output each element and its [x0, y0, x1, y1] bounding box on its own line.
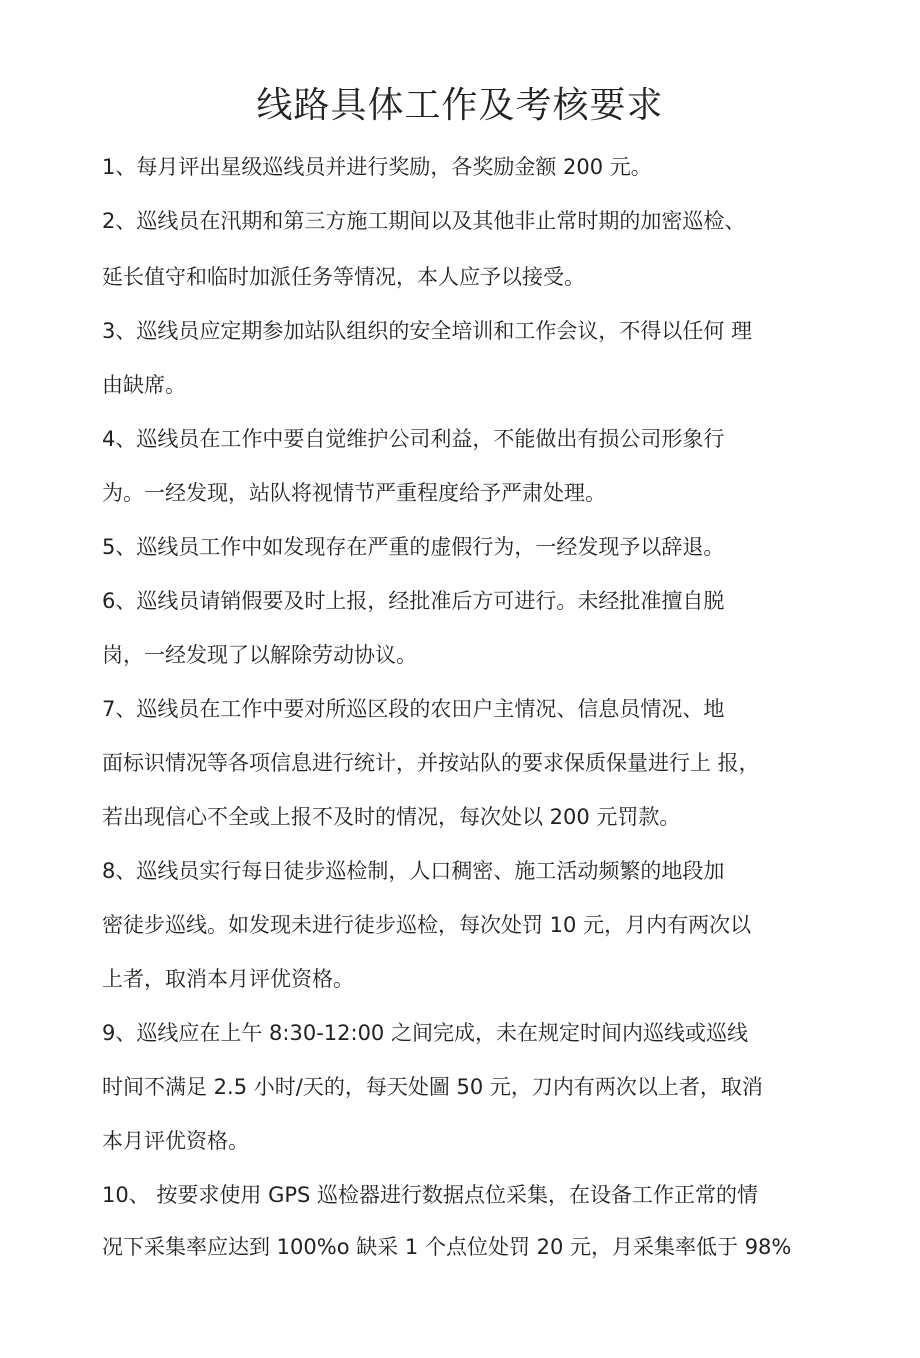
text-line: 10、 按要求使用 GPS 巡检器进行数据点位采集，在设备工作正常的情 — [102, 1183, 759, 1207]
text-line: 为。一经发现，站队将视情节严重程度给予严肃处理。 — [102, 481, 606, 505]
text-line: 8、巡线员实行每日徒步巡检制，人口稠密、施工活动频繁的地段加 — [102, 859, 725, 883]
text-line: 1、每月评出星级巡线员并进行奖励，各奖励金额 200 元。 — [102, 155, 652, 179]
text-line: 延长值守和临时加派任务等情况，本人应予以接受。 — [102, 265, 585, 289]
text-line: 5、巡线员工作中如发现存在严重的虚假行为，一经发现予以辞退。 — [102, 535, 725, 559]
text-line: 7、巡线员在工作中要对所巡区段的农田户主情况、信息员情况、地 — [102, 697, 725, 721]
text-line: 若出现信心不全或上报不及时的情况，每次处以 200 元罚款。 — [102, 805, 681, 829]
text-line: 由缺席。 — [102, 373, 186, 397]
text-line: 时间不满足 2.5 小时/天的，每天处圖 50 元，刀内有两次以上者，取消 — [102, 1075, 763, 1099]
text-line: 面标识情况等各项信息进行统计，并按站队的要求保质保量进行上 报， — [102, 751, 760, 775]
page-title: 线路具体工作及考核要求 — [256, 85, 664, 126]
text-line: 9、巡线应在上午 8:30-12:00 之间完成，未在规定时间内巡线或巡线 — [102, 1021, 748, 1045]
text-line: 岗，一经发现了以解除劳动协议。 — [102, 643, 417, 667]
text-line: 4、巡线员在工作中要自觉维护公司利益，不能做出有损公司形象行 — [102, 427, 725, 451]
text-line: 本月评优资格。 — [102, 1129, 249, 1153]
text-line: 6、巡线员请销假要及时上报，经批准后方可进行。未经批准擅自脱 — [102, 589, 725, 613]
text-line: 3、巡线员应定期参加站队组织的安全培训和工作会议，不得以任何 理 — [102, 319, 753, 343]
text-line: 上者，取消本月评优资格。 — [102, 967, 354, 991]
text-line: 密徒步巡线。如发现未进行徒步巡检，每次处罚 10 元，月内有两次以 — [102, 913, 752, 937]
text-line: 2、巡线员在汛期和第三方施工期间以及其他非止常时期的加密巡检、 — [102, 209, 746, 233]
text-line: 况下采集率应达到 100%o 缺采 1 个点位处罚 20 元，月采集率低于 98% — [102, 1235, 792, 1259]
